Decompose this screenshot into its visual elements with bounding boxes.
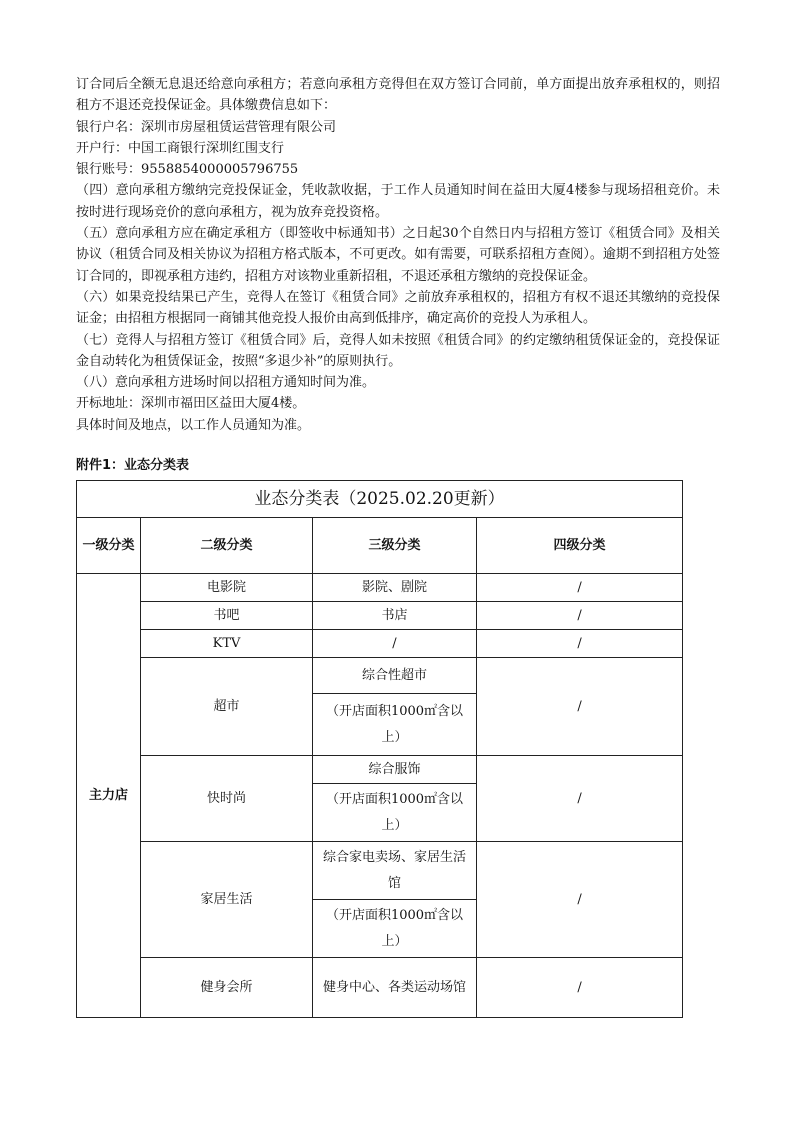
- paragraph: （五）意向承租方应在确定承租方（即签收中标通知书）之日起30个自然日内与招租方签订《租赁合同》及相关协议（租赁合同及相关协议为招租方格式版本，不可更改。如有需要，可联系招租方查阅）。逾期不到招租方处签订合同的，即视承租方违约，招租方对该物业重新招租，不退还承租方缴纳的竞投保证金。: [76, 226, 720, 284]
- cell-l3-note: （开店面积1000㎡含以上）: [313, 784, 477, 842]
- cell-l3-note: （开店面积1000㎡含以上）: [313, 900, 477, 958]
- header-level3: 三级分类: [313, 518, 477, 574]
- cell-l3: 综合性超市: [313, 658, 477, 694]
- bank-account-number: 银行账号：9558854000005796755: [76, 162, 299, 178]
- annex-title: 附件1：业态分类表: [76, 458, 190, 473]
- bank-account-name: 银行户名：深圳市房屋租赁运营管理有限公司: [76, 119, 337, 135]
- bank-branch: 开户行：中国工商银行深圳红围支行: [76, 140, 285, 156]
- cell-l3: 健身中心、各类运动场馆: [313, 958, 477, 1018]
- cell-l2: 电影院: [141, 574, 313, 602]
- paragraph: 具体时间及地点，以工作人员通知为准。: [76, 417, 311, 433]
- opening-address: 开标地址：深圳市福田区益田大厦4楼。: [76, 396, 306, 412]
- cell-l4: /: [477, 630, 683, 658]
- cell-l4: /: [477, 842, 683, 958]
- header-level2: 二级分类: [141, 518, 313, 574]
- cell-l2: 健身会所: [141, 958, 313, 1018]
- table-row: [77, 756, 683, 784]
- paragraph: （四）意向承租方缴纳完竞投保证金，凭收款收据，于工作人员通知时间在益田大厦4楼参与现场招租竞价。未按时进行现场竞价的意向承租方，视为放弃竞投资格。: [76, 183, 720, 220]
- cell-l4: /: [477, 602, 683, 630]
- cell-l4: /: [477, 756, 683, 842]
- header-level4: 四级分类: [477, 518, 683, 574]
- table-row: [77, 630, 683, 658]
- cell-l3: /: [313, 630, 477, 658]
- cell-l2: 家居生活: [141, 842, 313, 958]
- table-row: [77, 958, 683, 1018]
- table-header-row: [77, 518, 683, 574]
- table-title: 业态分类表（2025.02.20更新）: [77, 481, 683, 518]
- table-row: [77, 602, 683, 630]
- cell-l4: /: [477, 574, 683, 602]
- cell-l3: 书店: [313, 602, 477, 630]
- cell-l4: /: [477, 658, 683, 756]
- cell-l4: /: [477, 958, 683, 1018]
- paragraph: （六）如果竞投结果已产生，竞得人在签订《租赁合同》之前放弃承租权的，招租方有权不退还其缴纳的竞投保证金；由招租方根据同一商铺其他竞投人报价由高到低排序，确定高价的竞投人为承租人。: [76, 289, 720, 327]
- table-row: [77, 658, 683, 694]
- cell-l3: 综合服饰: [313, 756, 477, 784]
- paragraph: 订合同后全额无息退还给意向承租方；若意向承租方竞得但在双方签订合同前，单方面提出放弃承租权的，则招租方不退还竞投保证金。具体缴费信息如下：: [76, 77, 720, 114]
- document-body: [76, 74, 720, 436]
- cell-l2: 书吧: [141, 602, 313, 630]
- table-row: [77, 842, 683, 900]
- cell-l3-note: （开店面积1000㎡含以上）: [313, 694, 477, 756]
- cell-l2: 超市: [141, 658, 313, 756]
- business-classification-table: [76, 480, 683, 1018]
- paragraph: （八）意向承租方进场时间以招租方通知时间为准。: [76, 375, 376, 391]
- cell-l2: 快时尚: [141, 756, 313, 842]
- cell-l3: 影院、剧院: [313, 574, 477, 602]
- table-row: [77, 574, 683, 602]
- paragraph: （七）竞得人与招租方签订《租赁合同》后，竞得人如未按照《租赁合同》的约定缴纳租赁保证金的，竞投保证金自动转化为租赁保证金，按照“多退少补”的原则执行。: [76, 332, 720, 369]
- cell-l3: 综合家电卖场、家居生活馆: [313, 842, 477, 900]
- header-level1: 一级分类: [77, 518, 141, 574]
- cell-l2: KTV: [141, 630, 313, 658]
- level1-anchor-store: 主力店: [77, 574, 141, 1018]
